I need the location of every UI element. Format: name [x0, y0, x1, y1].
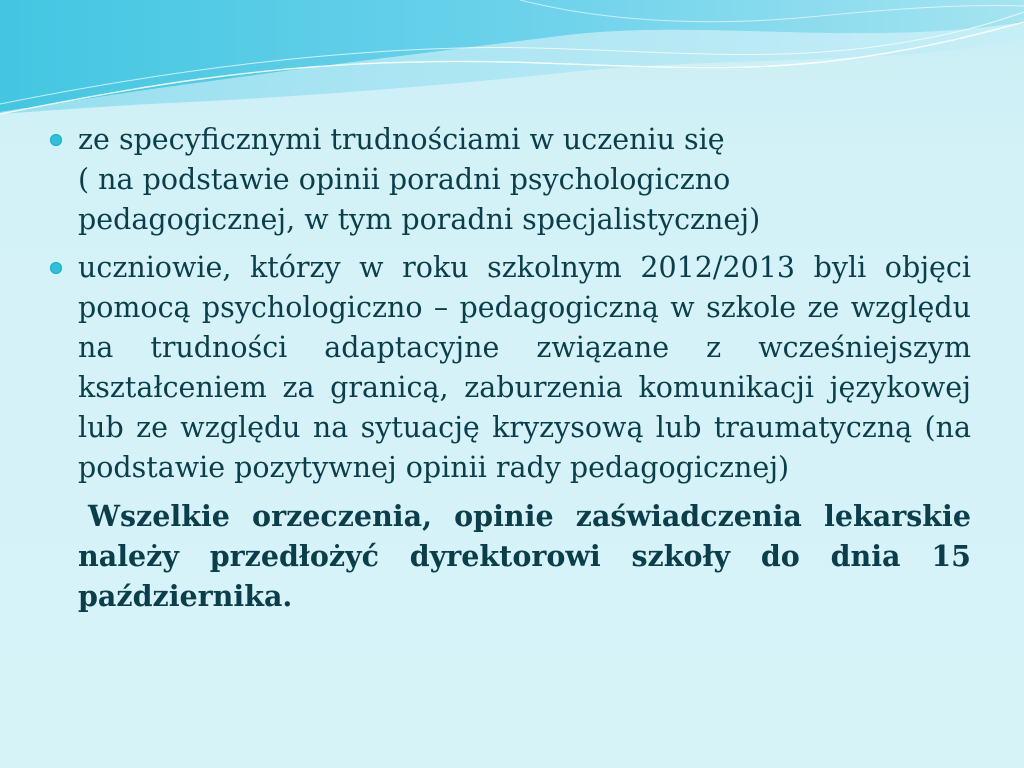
bullet-text: [78, 120, 971, 240]
bullet-line: ze specyficznymi trudnościami w uczeniu się: [78, 123, 725, 156]
bullet-icon: [50, 134, 62, 146]
bullet-text: uczniowie, którzy w roku szkolnym 2012/2013 byli objęci pomocą psychologiczno – pedagogiczną w szkole ze względu na trudności adaptacyjne związane z wcześniejszym kształceniem za granicą, zaburzenia komunikacji językowej lub ze względu na sytuację kryzysową lub traumatyczną (na podstawie pozytywnej opinii rady pedagogicznej): [78, 251, 971, 484]
slide-content: [46, 120, 971, 616]
bullet-item-specific-difficulties: [46, 120, 971, 240]
bullet-line: pedagogicznej, w tym poradni specjalistycznej): [78, 203, 761, 236]
bullet-item-psychological-support: [46, 248, 971, 488]
deadline-note: Wszelkie orzeczenia, opinie zaświadczenia lekarskie należy przedłożyć dyrektorowi szkoły do dnia 15 października.: [78, 499, 971, 613]
wave-header-decoration: [0, 0, 1024, 120]
bullet-icon: [50, 262, 62, 274]
bullet-list: [46, 120, 971, 488]
bullet-line: ( na podstawie opinii poradni psychologiczno: [78, 163, 731, 196]
